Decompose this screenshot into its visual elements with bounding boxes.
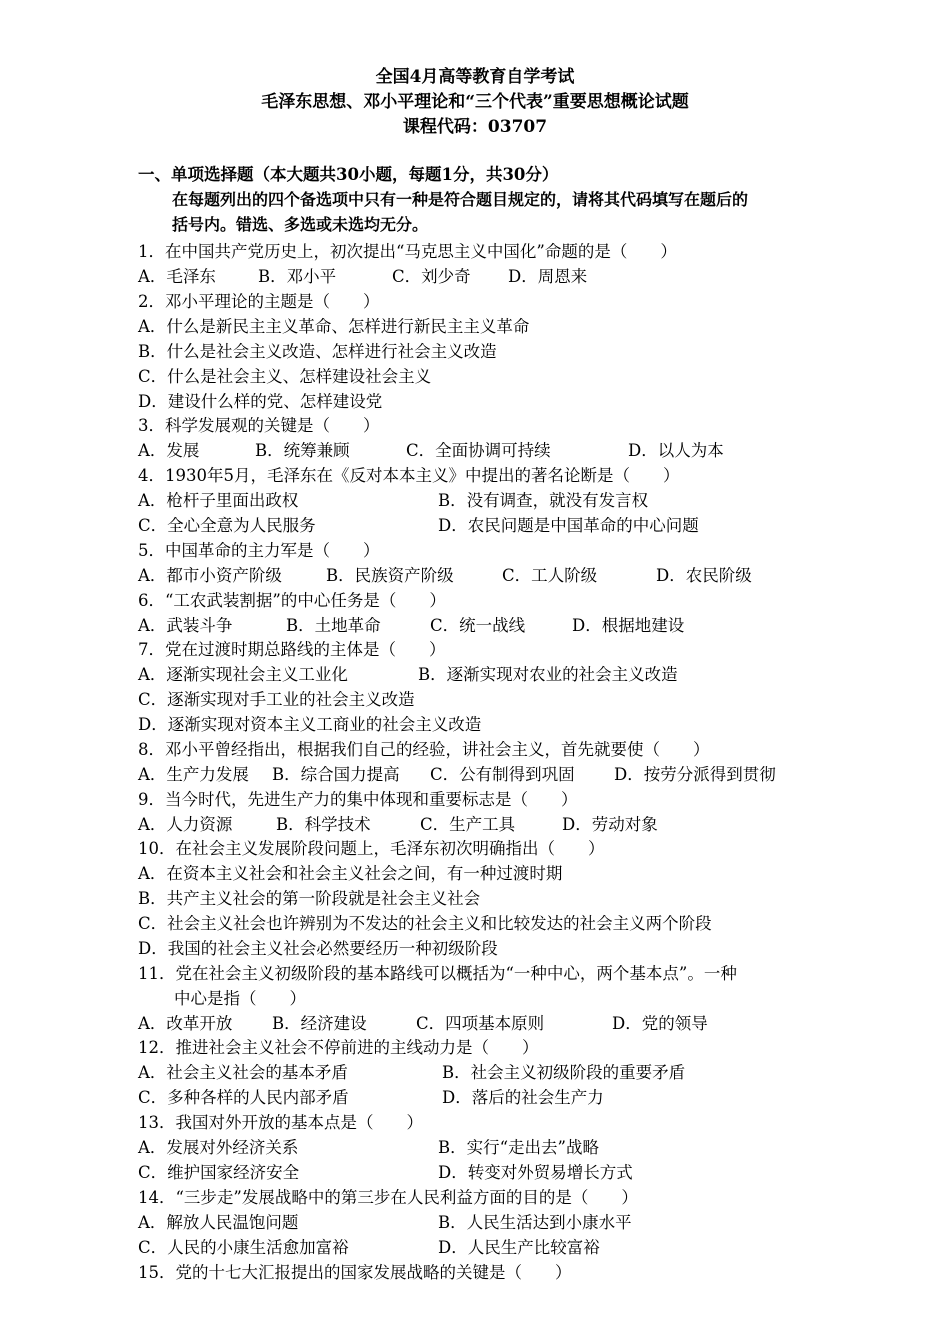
- question-4-stem: 4．1930年5月，毛泽东在《反对本本主义》中提出的著名论断是（ ）: [138, 466, 680, 485]
- question-12-option-d: D．落后的社会生产力: [442, 1088, 604, 1107]
- question-12-option-b: B．社会主义初级阶段的重要矛盾: [442, 1063, 686, 1082]
- question-4-option-a: A．枪杆子里面出政权: [138, 491, 299, 510]
- question-13-stem: 13．我国对外开放的基本点是（ ）: [138, 1113, 423, 1132]
- question-10-option-d: D．我国的社会主义社会必然要经历一种初级阶段: [138, 939, 498, 958]
- question-5-option-b: B．民族资产阶级: [326, 566, 454, 585]
- question-12-stem: 12．推进社会主义社会不停前进的主线动力是（ ）: [138, 1038, 539, 1057]
- section-instructions-line2: 括号内。错选、多选或未选均无分。: [172, 215, 429, 234]
- question-9-option-a: A．人力资源: [138, 815, 233, 834]
- question-11-stem: 11．党在社会主义初级阶段的基本路线可以概括为“一种中心，两个基本点”。一种: [138, 964, 737, 983]
- question-15-stem: 15．党的十七大汇报提出的国家发展战略的关键是（ ）: [138, 1263, 572, 1282]
- question-14-stem: 14．“三步走”发展战略中的第三步在人民利益方面的目的是（ ）: [138, 1188, 638, 1207]
- question-5-option-a: A．都市小资产阶级: [138, 566, 282, 585]
- question-9-option-c: C．生产工具: [420, 815, 516, 834]
- question-11-option-c: C．四项基本原则: [416, 1014, 545, 1033]
- question-3-option-a: A．发展: [138, 441, 200, 460]
- question-11-option-a: A．改革开放: [138, 1014, 233, 1033]
- question-10-stem: 10．在社会主义发展阶段问题上，毛泽东初次明确指出（ ）: [138, 839, 605, 858]
- question-1-stem: 1．在中国共产党历史上，初次提出“马克思主义中国化”命题的是（ ）: [138, 242, 677, 261]
- exam-subject: 毛泽东思想、邓小平理论和“三个代表”重要思想概论试题: [261, 92, 689, 112]
- course-code: 课程代码：03707: [402, 117, 548, 137]
- question-10-option-b: B．共产主义社会的第一阶段就是社会主义社会: [138, 889, 481, 908]
- question-13-option-c: C．维护国家经济安全: [138, 1163, 300, 1182]
- question-4-option-b: B．没有调查，就没有发言权: [438, 491, 649, 510]
- question-5-option-d: D．农民阶级: [656, 566, 752, 585]
- question-11-option-b: B．经济建设: [272, 1014, 367, 1033]
- question-7-option-a: A．逐渐实现社会主义工业化: [138, 665, 348, 684]
- question-13-option-b: B．实行“走出去”战略: [438, 1138, 599, 1157]
- question-9-option-d: D．劳动对象: [562, 815, 658, 834]
- question-1-option-c: C．刘少奇: [392, 267, 471, 286]
- question-12-option-a: A．社会主义社会的基本矛盾: [138, 1063, 348, 1082]
- question-2-stem: 2．邓小平理论的主题是（ ）: [138, 292, 380, 311]
- question-8-option-c: C．公有制得到巩固: [430, 765, 575, 784]
- question-13-option-d: D．转变对外贸易增长方式: [438, 1163, 633, 1182]
- question-11-option-d: D．党的领导: [612, 1014, 708, 1033]
- question-6-option-d: D．根据地建设: [572, 616, 685, 635]
- question-5-option-c: C．工人阶级: [502, 566, 598, 585]
- question-13-option-a: A．发展对外经济关系: [138, 1138, 299, 1157]
- question-1-option-d: D．周恩来: [508, 267, 588, 286]
- question-14-option-c: C．人民的小康生活愈加富裕: [138, 1238, 349, 1257]
- question-1-option-a: A．毛泽东: [138, 267, 216, 286]
- question-8-option-b: B．综合国力提高: [272, 765, 400, 784]
- question-4-option-d: D．农民问题是中国革命的中心问题: [438, 516, 699, 535]
- question-6-option-b: B．土地革命: [286, 616, 381, 635]
- question-3-option-d: D．以人为本: [628, 441, 724, 460]
- question-8-stem: 8．邓小平曾经指出，根据我们自己的经验，讲社会主义，首先就要使（ ）: [138, 740, 710, 759]
- question-2-option-d: D．建设什么样的党、怎样建设党: [138, 392, 383, 411]
- question-10-option-c: C．社会主义社会也许辨别为不发达的社会主义和比较发达的社会主义两个阶段: [138, 914, 712, 933]
- question-2-option-a: A．什么是新民主主义革命、怎样进行新民主主义革命: [138, 317, 530, 336]
- question-8-option-d: D．按劳分派得到贯彻: [614, 765, 776, 784]
- question-12-option-c: C．多种各样的人民内部矛盾: [138, 1088, 349, 1107]
- section-title: 一、单项选择题（本大题共30小题，每题1分，共30分）: [138, 165, 559, 184]
- question-2-option-c: C．什么是社会主义、怎样建设社会主义: [138, 367, 432, 386]
- question-7-stem: 7．党在过渡时期总路线的主体是（ ）: [138, 640, 446, 659]
- question-3-option-c: C．全面协调可持续: [406, 441, 551, 460]
- question-11-stem-continued: 中心是指（ ）: [174, 989, 306, 1008]
- question-3-stem: 3．科学发展观的关键是（ ）: [138, 416, 380, 435]
- question-6-option-a: A．武装斗争: [138, 616, 233, 635]
- question-14-option-d: D．人民生产比较富裕: [438, 1238, 600, 1257]
- question-8-option-a: A．生产力发展: [138, 765, 249, 784]
- question-7-option-b: B．逐渐实现对农业的社会主义改造: [418, 665, 678, 684]
- question-1-option-b: B．邓小平: [258, 267, 337, 286]
- section-instructions-line1: 在每题列出的四个备选项中只有一种是符合题目规定的，请将其代码填写在题后的: [172, 190, 749, 209]
- question-14-option-b: B．人民生活达到小康水平: [438, 1213, 632, 1232]
- exam-title: 全国4月高等教育自学考试: [375, 67, 575, 87]
- question-7-option-d: D．逐渐实现对资本主义工商业的社会主义改造: [138, 715, 482, 734]
- question-10-option-a: A．在资本主义社会和社会主义社会之间，有一种过渡时期: [138, 864, 563, 883]
- question-6-option-c: C．统一战线: [430, 616, 526, 635]
- question-4-option-c: C．全心全意为人民服务: [138, 516, 316, 535]
- question-14-option-a: A．解放人民温饱问题: [138, 1213, 299, 1232]
- question-9-stem: 9．当今时代，先进生产力的集中体现和重要标志是（ ）: [138, 790, 578, 809]
- question-3-option-b: B．统筹兼顾: [255, 441, 350, 460]
- question-9-option-b: B．科学技术: [276, 815, 371, 834]
- question-7-option-c: C．逐渐实现对手工业的社会主义改造: [138, 690, 415, 709]
- question-6-stem: 6．“工农武装割据”的中心任务是（ ）: [138, 591, 446, 610]
- question-5-stem: 5．中国革命的主力军是（ ）: [138, 541, 380, 560]
- question-2-option-b: B．什么是社会主义改造、怎样进行社会主义改造: [138, 342, 497, 361]
